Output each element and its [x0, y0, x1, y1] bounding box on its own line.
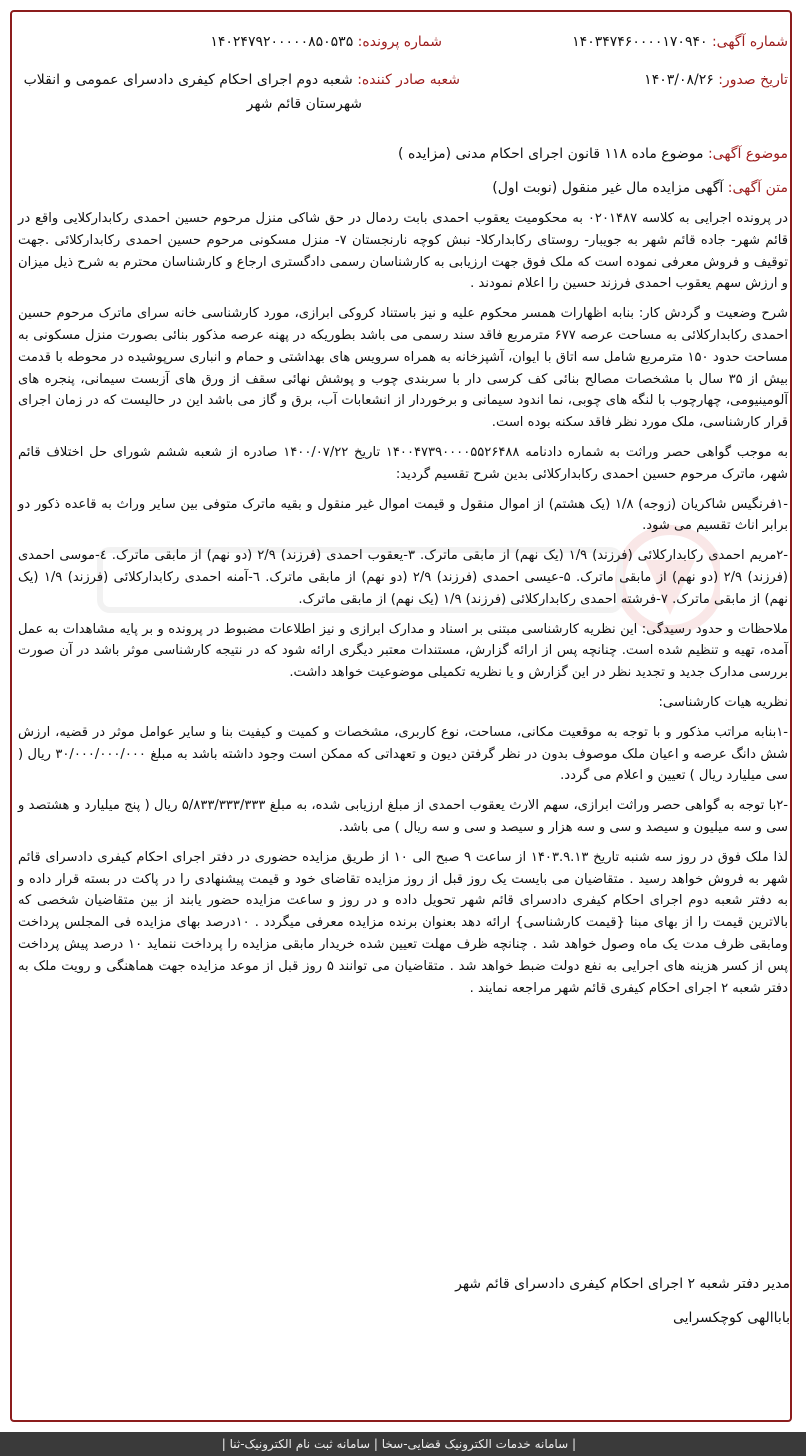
footer-bar	[0, 1432, 806, 1456]
paragraph-notes: ملاحظات و حدود رسیدگی: این نظریه کارشناسی مبتنی بر اسناد و مدارک ابرازی و نیز اطلاعات مضبوط در پرونده و بر پایه مشاهدات به عمل آمده، تهیه و تنظیم شده است. چنانچه پس از ارائه گزارش، مستندات معتبر دیگری ارائه شود که در نتیجه کارشناسی موثر باشد در آن صورت بررسی مدارک جدید و تجدید نظر در این گزارش و یا نظریه تکمیلی موضوعیت خواهد داشت.	[18, 621, 788, 681]
notice-number: ۱۴۰۳۴۷۴۶۰۰۰۰۱۷۰۹۴۰	[572, 34, 708, 50]
paragraph-share: -۲با توجه به گواهی حصر وراثت ابرازی، سهم الارث یعقوب احمدی از مبلغ ارزیابی شده، به مبلغ ۵/۸۳۳/۳۳۳/۳۳۳ ریال ( پنج میلیارد و هشتصد و سی و سه میلیون و سیصد و سی و سه هزار و سیصد و سی و سه ریال ) می باشد.	[18, 798, 788, 835]
file-number: ۱۴۰۲۴۷۹۲۰۰۰۰۰۸۵۰۵۳۵	[210, 34, 354, 50]
subject-text: موضوع ماده ۱۱۸ قانون اجرای احکام مدنی (مزایده )	[398, 146, 704, 162]
subject-row	[398, 146, 788, 162]
paragraph-inheritance: به موجب گواهی حصر وراثت به شماره دادنامه ۱۴۰۰۴۷۳۹۰۰۰۰۵۵۲۶۴۸۸ تاریخ ۱۴۰۰/۰۷/۲۲ صادره از شعبه ششم شورای حل اختلاف قائم شهر، ماترک مرحوم حسین احمدی رکابدارکلائی بدین شرح تقسیم گردید:	[18, 444, 788, 482]
paragraph-case: در پرونده اجرایی به کلاسه ۰۲۰۱۴۸۷ به محکومیت یعقوب احمدی بابت ردمال در حق شاکی منزل مرحوم حسین احمدی رکابدارکلایی واقع در قائم شهر- جاده قائم شهر به جویبار- روستای رکابدارکلا- نبش کوچه نارنجستان ۷- منزل مسکونی مرحوم حسین احمدی رکابدارکلائی .جهت توقیف و فروش معرفی نموده است که ملک فوق جهت ارزیابی به کارشناسان رسمی دادگستری ارجاع و کارشناسان محترم به شرح ذیل میزان و ارزش سهم یعقوب احمدی فرزند حسین را اعلام نمودند .	[18, 211, 789, 292]
issuer-line2-row	[247, 96, 362, 112]
issue-date: ۱۴۰۳/۰۸/۲۶	[644, 72, 714, 88]
file-number-row	[210, 34, 442, 50]
paragraph-description: شرح وضعیت و گردش کار: بنابه اظهارات همسر محکوم علیه و نیز باستناد کروکی ابرازی، مورد کارشناسی خانه سرای ماترک مرحوم حسین احمدی رکابدارکلائی به مساحت عرصه ۶۷۷ مترمربع فاقد سند رسمی می باشد بطوریکه در پهنه عرصه مذکور بنائی بصورت منزل مسکونی به مساحت حدود ۱۵۰ مترمربع شامل سه اتاق با ایوان، آشپزخانه به همراه سرویس های بهداشتی و حمام و انباری سرپوشیده در محوطه با قدمت بیش از ۳۵ سال با مشخصات مصالح بنائی کف کرسی دار با سربندی چوب و پوشش نهائی سقف از ورق های آزبست سیمانی، پنجره های آلومینیومی، چهارچوب با لنگه های چوبی، نما اندود سیمانی و برخوردار از انشعابات آب، برق و گاز می باشد این در حالیست که در زمان اجرای قرار کارشناسی، ملک مورد نظر فاقد سکنه بوده است.	[18, 306, 789, 431]
text-title: آگهی مزایده مال غیر منقول (نوبت اول)	[492, 180, 724, 196]
text-label: متن آگهی:	[727, 180, 788, 196]
notice-body	[18, 208, 788, 1007]
signature-name: باباالهی کوچکسرایی	[672, 1310, 790, 1326]
text-title-row	[492, 180, 788, 196]
paragraph-valuation: -۱بنابه مراتب مذکور و با توجه به موقعیت مکانی، مساحت، نوع کاربری، مشخصات و کمیت و کیفیت بنا و سایر عوامل موثر در قضیه، ارزش شش دانگ عرصه و اعیان ملک موصوف بدون در نظر گرفتن دیون و تعهداتی که ممکن است وجود داشته باشد به مبلغ ۳۰/۰۰۰/۰۰۰/۰۰۰ ریال ( سی میلیارد ریال ) تعیین و اعلام می گردد.	[18, 724, 788, 784]
issuer-label: شعبه صادر کننده:	[357, 72, 460, 88]
issuer-line2: شهرستان قائم شهر	[246, 96, 362, 112]
paragraph-auction: لذا ملک فوق در روز سه شنبه تاریخ ۱۴۰۳.۹.۱۳ از ساعت ۹ صبح الی ۱۰ از طریق مزایده حضوری در دفتر اجرای احکام کیفری دادسرای قائم شهر به فروش خواهد رسید . متقاضیان می بایست یک روز قبل از روز مزایده تقاضای خود و قیمت پیشنهادی را در پاکت در بسته قرار داده و به دفتر شعبه دوم اجرای احکام کیفری دادسرای قائم شهر تحویل داده و در روز و ساعت مزایده حضور یابند از بین متقاضیان شخصی که بالاترین قیمت را از بهای مبنا {قیمت کارشناسی} ارائه دهد بعنوان برنده مزایده معرفی میگردد . ۱۰درصد بهای مزایده فی المجلس پرداخت ومابقی ظرف مدت یک ماه وصول خواهد شد . چنانچه ظرف مهلت تعیین شده خریدار مابقی مزایده را پرداخت ننماید ۱۰ درصد پیش پرداخت پس از کسر هزینه های اجرایی به نفع دولت ضبط خواهد شد . متقاضیان می توانند ۵ روز قبل از موعد مزایده جهت هماهنگی و رویت ملک به دفتر شعبه ۲ اجرای احکام کیفری قائم شهر مراجعه نمایند .	[18, 849, 789, 996]
footer-links[interactable]: | سامانه خدمات الکترونیک قضایی-سخا | سامانه ثبت نام الکترونیک-ثنا |	[221, 1437, 576, 1451]
issue-date-label: تاریخ صدور:	[718, 72, 788, 88]
issuer-line1: شعبه دوم اجرای احکام کیفری دادسرای عمومی و انقلاب	[23, 72, 353, 88]
issue-date-row	[644, 72, 788, 88]
subject-label: موضوع آگهی:	[707, 146, 788, 162]
issuer-row	[24, 72, 460, 88]
paragraph-heirs: -۲مریم احمدی رکابدارکلائی (فرزند) ۱/۹ (یک نهم) از مابقی ماترک. ۳-یعقوب احمدی (فرزند) ۲/۹ (دو نهم) از مابقی ماترک. ٤-موسی احمدی (فرزند) ۲/۹ (دو نهم) از مابقی ماترک. ۵-عیسی احمدی (فرزند) ۲/۹ (دو نهم) از مابقی ماترک. ٦-آمنه احمدی رکابدارکلائی (فرزند) ۱/۹ (یک نهم) از مابقی ماترک. ۷-فرشته احمدی رکابدارکلائی (فرزند) ۱/۹ (یک نهم) از مابقی ماترک.	[18, 548, 789, 607]
file-number-label: شماره پرونده:	[357, 34, 442, 50]
paragraph-heir-1: -۱فرنگیس شاکریان (زوجه) ۱/۸ (یک هشتم) از اموال منقول و قیمت اموال غیر منقول و بقیه ماترک متوفی بین سایر وراث به قاعده ذکور دو برابر اناث تقسیم می شود.	[18, 496, 788, 534]
paragraph-expert-heading: نظریه هیات کارشناسی:	[658, 694, 788, 710]
notice-number-label: شماره آگهی:	[711, 34, 788, 50]
notice-number-row	[572, 34, 788, 50]
signature-title: مدیر دفتر شعبه ۲ اجرای احکام کیفری دادسرای قائم شهر	[455, 1276, 790, 1292]
